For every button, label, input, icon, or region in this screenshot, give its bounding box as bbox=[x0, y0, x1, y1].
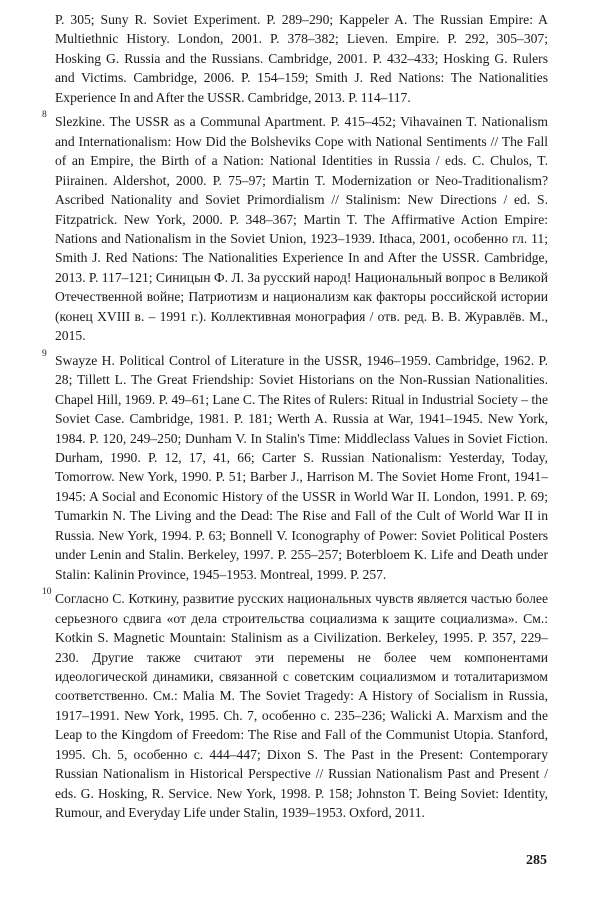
footnote-text: Slezkine. The USSR as a Communal Apartment. P. 415–452; Vihavainen T. Nationalism and Internationalism: How Did the Bolsheviks Cope with National Sentiments // The Fall of an Empire, the Birth of a Nation: National Identities in Russia / eds. C. Chulos, T. Piirainen. Aldershot, 2000. P. 75–97; Martin T. Modernization or Neo-Traditionalism? Ascribed Nationality and Soviet Primordialism // Stalinism: New Directions / ed. S. Fitzpatrick. New York, 2000. P. 348–367; Martin T. The Affirmative Action Empire: Nations and Nationalism in the Soviet Union, 1923–1939. Ithaca, 2001, особенно гл. 11; Smith J. Red Nations: The Nationalities Experience In and After the USSR. Cambridge, 2013. P. 117–121; Синицын Ф. Л. За русский народ! Национальный вопрос в Великой Отечественной войне; Патриотизм и национализм как факторы российской истории (конец XVIII в. – 1991 г.). Коллективная монография / отв. ред. В. В. Журавлёв. М., 2015. bbox=[55, 114, 548, 344]
footnote-text: Согласно С. Коткину, развитие русских национальных чувств является частью более серьезного сдвига «от дела строительства социализма к защите социализма». См.: Kotkin S. Magnetic Mountain: Stalinism as a Civilization. Berkeley, 1995. P. 357, 229–230. Другие также считают эти перемены не более чем компонентами идеологической динамики, связанной с советским социализмом и тоталитаризмом соответственно. См.: Malia M. The Soviet Tragedy: A History of Socialism in Russia, 1917–1991. New York, 1995. Ch. 7, особенно с. 235–236; Walicki A. Marxism and the Leap to the Kingdom of Freedom: The Rise and Fall of the Communist Utopia. Stanford, 1995. Ch. 5, особенно с. 444–447; Dixon S. The Past in the Present: Contemporary Russian Nationalism in Historical Perspective // Russian Nationalism Past and Present / eds. G. Hosking, R. Service. New York, 1998. P. 158; Johnston T. Being Soviet: Identity, Rumour, and Everyday Life under Stalin, 1939–1953. Oxford, 2011. bbox=[55, 591, 548, 821]
footnote-text: Swayze H. Political Control of Literature in the USSR, 1946–1959. Cambridge, 1962. P. 28; Tillett L. The Great Friendship: Soviet Historians on the Non-Russian Nationalities. Chapel Hill, 1969. P. 49–61; Lane C. The Rites of Rulers: Ritual in Industrial Society – the Soviet Case. Cambridge, 1981. P. 181; Werth A. Russia at War, 1941–1945. New York, 1984. P. 120, 249–250; Dunham V. In Stalin's Time: Middleclass Values in Soviet Fiction. Durham, 1990. P. 12, 17, 41, 66; Carter S. Russian Nationalism: Yesterday, Today, Tomorrow. New York, 1990. P. 51; Barber J., Harrison M. The Soviet Home Front, 1941–1945: A Social and Economic History of the USSR in World War II. London, 1991. P. 69; Tumarkin N. The Living and the Dead: The Rise and Fall of the Cult of World War II in Russia. New York, 1994. P. 63; Bonnell V. Iconography of Power: Soviet Political Posters under Lenin and Stalin. Berkeley, 1997. P. 255–257; Boterbloem K. Life and Death under Stalin: Kalinin Province, 1945–1953. Montreal, 1999. P. 257. bbox=[55, 352, 548, 582]
footnote-continued bbox=[55, 10, 548, 107]
footnote-number: 8 bbox=[42, 110, 47, 121]
footnotes bbox=[42, 10, 548, 828]
footnote-8 bbox=[42, 110, 548, 345]
footnote-10 bbox=[42, 587, 548, 822]
footnote-number: 9 bbox=[42, 348, 47, 359]
footnote-number: 10 bbox=[42, 587, 52, 598]
page-number: 285 bbox=[526, 853, 547, 868]
footnote-text: P. 305; Suny R. Soviet Experiment. P. 289–290; Kappeler A. The Russian Empire: A Multiethnic History. London, 2001. P. 378–382; Lieven. Empire. P. 292, 305–307; Hosking G. Russia and the Russians. Cambridge, 2001. P. 432–433; Hosking G. Rulers and Victims. Cambridge, 2006. P. 154–159; Smith J. Red Nations: The Nationalities Experience In and After the USSR. Cambridge, 2013. P. 114–117. bbox=[55, 12, 548, 105]
footnote-9 bbox=[42, 348, 548, 584]
